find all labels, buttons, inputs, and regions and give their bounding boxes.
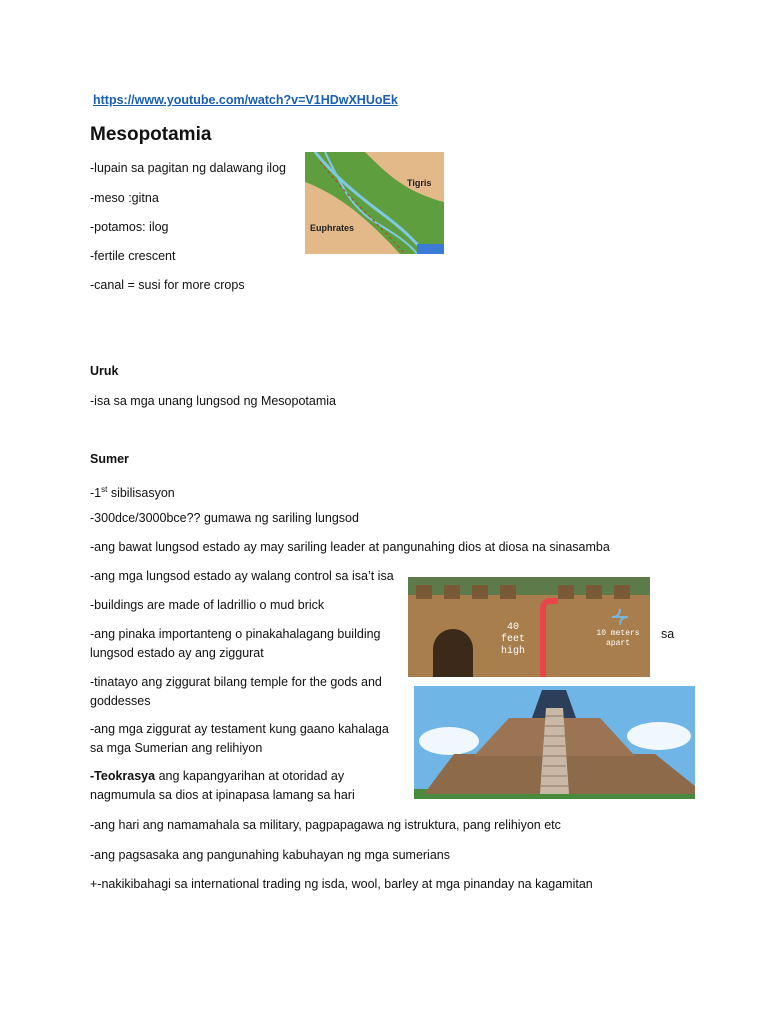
list-item: -meso :gitna [90, 191, 159, 205]
list-item [90, 767, 395, 805]
list-item: -fertile crescent [90, 249, 176, 263]
wall-distance-label: 10 meters apart [596, 629, 640, 648]
ordinal-suffix: st [101, 485, 108, 494]
list-item: -buildings are made of ladrillio o mud brick [90, 598, 325, 612]
list-item: -potamos: ilog [90, 220, 169, 234]
mesopotamia-map-image [305, 152, 444, 254]
list-item: +-nakikibahagi sa international trading ng isda, wool, barley at mga pinanday na kagamitan [90, 877, 593, 891]
list-item: -tinatayo ang ziggurat bilang temple for the gods and goddesses [90, 675, 382, 708]
list-item: -ang mga ziggurat ay testament kung gaano kahalaga sa mga Sumerian ang relihiyon [90, 722, 389, 755]
map-label-euphrates: Euphrates [310, 223, 355, 233]
list-item: -canal = susi for more crops [90, 278, 245, 292]
list-item: -ang hari ang namamahala sa military, pagpapagawa ng istruktura, pang relihiyon etc [90, 818, 561, 832]
wall-height-label: 40 feet high [500, 622, 526, 657]
list-item: -lupain sa pagitan ng dalawang ilog [90, 161, 286, 175]
list-item: -ang pagsasaka ang pangunahing kabuhayan ng mga sumerians [90, 848, 450, 862]
item-text: ang kapangyarihan at otoridad ay nagmumula sa dios at ipinapasa lamang sa hari [90, 769, 355, 802]
item-text: sibilisasyon [107, 486, 175, 501]
list-item [90, 481, 175, 502]
section-heading-sumer: Sumer [90, 452, 129, 466]
list-item: -isa sa mga unang lungsod ng Mesopotamia [90, 394, 336, 408]
list-item: lungsod estado ay ang ziggurat [90, 646, 264, 660]
page-title: Mesopotamia [90, 124, 212, 145]
list-item: -ang pinaka importanteng o pinakahalagang building [90, 627, 381, 641]
list-item: -ang mga lungsod estado ay walang control sa isa’t isa [90, 569, 394, 583]
item-text: -1 [90, 486, 102, 501]
item-bold-text: -Teokrasya [90, 769, 156, 783]
list-item: -300dce/3000bce?? gumawa ng sariling lungsod [90, 511, 359, 525]
ziggurat-image [414, 686, 695, 799]
section-heading-uruk: Uruk [90, 364, 119, 378]
list-item: -ang bawat lungsod estado ay may sariling leader at pangunahing dios at diosa na sinasamba [90, 540, 610, 554]
list-item-continuation: sa [661, 627, 675, 641]
map-label-tigris: Tigris [407, 178, 432, 188]
youtube-link[interactable]: https://www.youtube.com/watch?v=V1HDwXHUoEk [93, 93, 398, 107]
city-wall-image [408, 577, 650, 677]
